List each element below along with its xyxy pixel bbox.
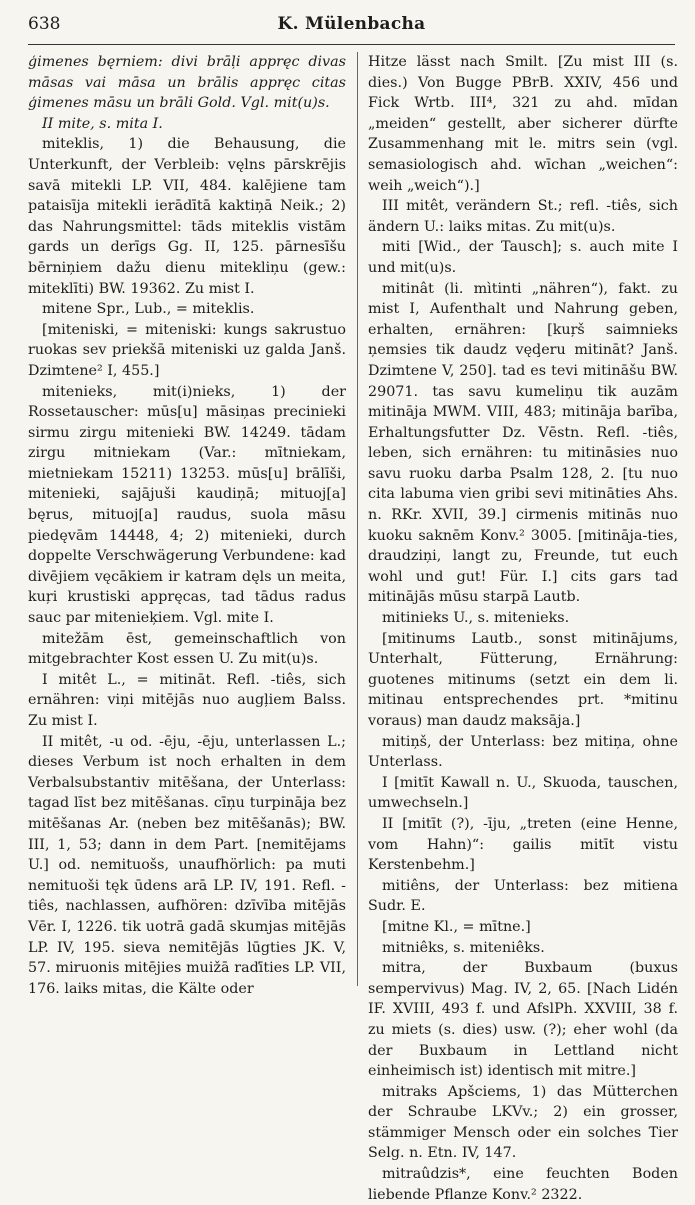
column-divider — [357, 52, 358, 986]
running-head: K. Mülenbacha — [277, 14, 426, 34]
entry-mitinat: mitinât (li. mìtinti „nähren“), fakt. zu mist I, Aufenthalt und Nahrung geben, erhalten, ernähren: [kuŗš saimnieks ņemsies tik daudz vęḑeru mitināt? Janš. Dzimtene V, 250]. tad es tevi mitināšu BW. 29071. tas savu kumeliņu tik auzām mitināja MWM. VIII, 483; mitināja barība, Erhaltungsfutter Dz. Vēstn. Refl. -tiês, leben, sich ernähren: tu mitināsies nuo savu ruoku darba Psalm 128, 2. [tu nuo cita labuma vien gribi sevi mitināties Ahs. n. RKr. XVII, 39.] cirmenis mitinās nuo kuoku saknēm Konv.² 3005. [mitināja-ties, draudziņi, langt zu, Freunde, tut euch wohl und gut! Für. I.] cits gars tad mitinājās mūsu starpā Lautb. — [368, 280, 678, 606]
right-column — [368, 52, 678, 1205]
entry-mitet-ii: II mitêt, -u od. -ēju, -ēju, unterlassen L.; dieses Verbum ist noch erhalten in dem Verbalsubstantiv mitēšana, der Unterlass: tagad līst bez mitēšanas. cīņu turpināja bez mitēšanas Ar. (neben bez mitēšanās); BW. III, 1, 53; dann in dem Part. [nemitējams U.] od. nemituošs, unaufhörlich: pa muti nemituoši tęk ūdens arā LP. IV, 191. Refl. -tiês, nachlassen, aufhören: dzīvība mitējās Vēr. I, 1226. tik uotrā gadā skumjas mitējās LP. IV, 195. sieva nemitējās lūgties JK. V, 57. miruonis mitējies muižā raďīties LP. VII, 176. laiks mitas, die Kälte oder — [28, 733, 346, 997]
text-columns — [28, 52, 678, 1203]
left-column — [28, 52, 346, 999]
entry-mitet-iii: III mitêt, verändern St.; refl. -tiês, sich ändern U.: laiks mitas. Zu mit(u)s. — [368, 198, 678, 235]
entry-mitiens: mitiêns, der Unterlass: bez mitiena Sudr. E. — [368, 877, 678, 915]
entry-mitins: mitiņš, der Unterlass: bez mitiņa, ohne Unterlass. — [368, 733, 678, 771]
entry-mitraudzis: mitraûdzis*, eine feuchten Boden liebende Pflanze Konv.² 2322. — [368, 1166, 678, 1203]
entry-mitinieks: mitinieks U., s. mitenieks. — [382, 610, 570, 627]
entry-miti: miti [Wid., der Tausch]; s. auch mite I und mit(u)s. — [368, 239, 678, 276]
entry-mitet-i: I mitêt L., = mitināt. Refl. -tiês, sich ernähren: viņi mitējās nuo augļiem Balss. Zu mist I. — [28, 671, 346, 729]
entry-continuation: ģimenes bęrniem: divi brāļi appręc divas māsas vai māsa un brālis appręc citas ģimenes māsu un brāli Gold. Vgl. mit(u)s. — [28, 54, 346, 112]
page-header — [28, 14, 675, 40]
entry-mitne: [mitne Kl., = mītne.] — [382, 918, 531, 935]
entry-mitit-i: I [mitīt Kawall n. U., Skuoda, tauschen, umwechseln.] — [368, 774, 678, 812]
entry-mitnieks: mitniêks, s. miteniêks. — [382, 939, 545, 956]
header-rule — [28, 44, 675, 45]
entry-mitra: mitra, der Buxbaum (buxus sempervivus) Mag. IV, 2, 65. [Nach Lidén IF. XVIII, 493 f. und AfslPh. XXVIII, 38 f. zu miets (s. dies) usw. (?); eher wohl (da der Buxbaum in Lettland nicht einheimisch ist) identisch mit mitre.] — [368, 960, 678, 1080]
page-number: 638 — [28, 14, 61, 34]
entry-mitene: mitene Spr., Lub., = miteklis. — [42, 301, 255, 318]
entry-mitenieks: mitenieks, mit(i)nieks, 1) der Rossetauscher: mūs[u] māsiņas precinieki sirmu zirgu mitenieki BW. 14249. tādam zirgu mitniekam (Var.: mītniekam, mietniekam 15211) 13253. mūs[u] brālīši, mitenieki, sajājuši kaudiņā; mituoj[a] bęrus, mituoj[a] raudus, suola māsu piedęvām 14448, 4; 2) mitenieki, durch doppelte Verschwägerung Verbundene: kad divējiem vęcākiem ir katram dęls un meita, kuŗi krustiski appręcas, tad tādus radus sauc par mitenieķiem. Vgl. mite I. — [28, 383, 346, 627]
entry-miteniski: [miteniski, = miteniski: kungs sakrustuo ruokas sev priekšā miteniski uz galda Janš. Dzimtene² I, 455.] — [28, 321, 346, 379]
entry-mitinums: [mitinums Lautb., sonst mitinājums, Unterhalt, Fütterung, Ernährung: guotenes mitinums (setzt ein dem li. mitinau entsprechendes prt. *mitinu voraus) man daudz maksāja.] — [368, 630, 678, 729]
entry-miteklis: miteklis, 1) die Behausung, die Unterkunft, der Verbleib: vęlns pārskrējis savā mitekli LP. VII, 484. kalējiene tam pataisīja mitekli ierādītā kaktiņā Neik.; 2) das Nahrungsmittel: tāds miteklis vistām gards un derīgs Gg. II, 125. pārnesīšu bērniņiem dažu dienu mitekliņu (gew.: miteklīti) BW. 19362. Zu mist I. — [28, 136, 346, 297]
entry-mitit-ii: II [mitīt (?), -īju, „treten (eine Henne, vom Hahn)“: gailis mitīt vistu Kerstenbehm.] — [368, 815, 678, 874]
entry-continuation-right: Hitze lässt nach Smilt. [Zu mist III (s. dies.) Von Bugge PBrB. XXIV, 456 und Fick Wrtb. III⁴, 321 zu ahd. mīdan „meiden“ gestellt, aber sicherer dürfte Zusammenhang mit le. mitrs sein (vgl. semasiologisch ahd. wīchan „weichen“: weih „weich“).] — [368, 54, 678, 194]
entry-mite-ii: II mite, s. mita I. — [42, 115, 163, 132]
entry-mitraks: mitraks Apšciems, 1) das Mütterchen der Schraube LKVv.; 2) ein grosser, stämmiger Mensch oder ein solches Tier Selg. n. Etn. IV, 147. — [368, 1083, 678, 1162]
entry-mitezam: mitežām ēst, gemeinschaftlich von mitgebrachter Kost essen U. Zu mit(u)s. — [28, 630, 346, 668]
